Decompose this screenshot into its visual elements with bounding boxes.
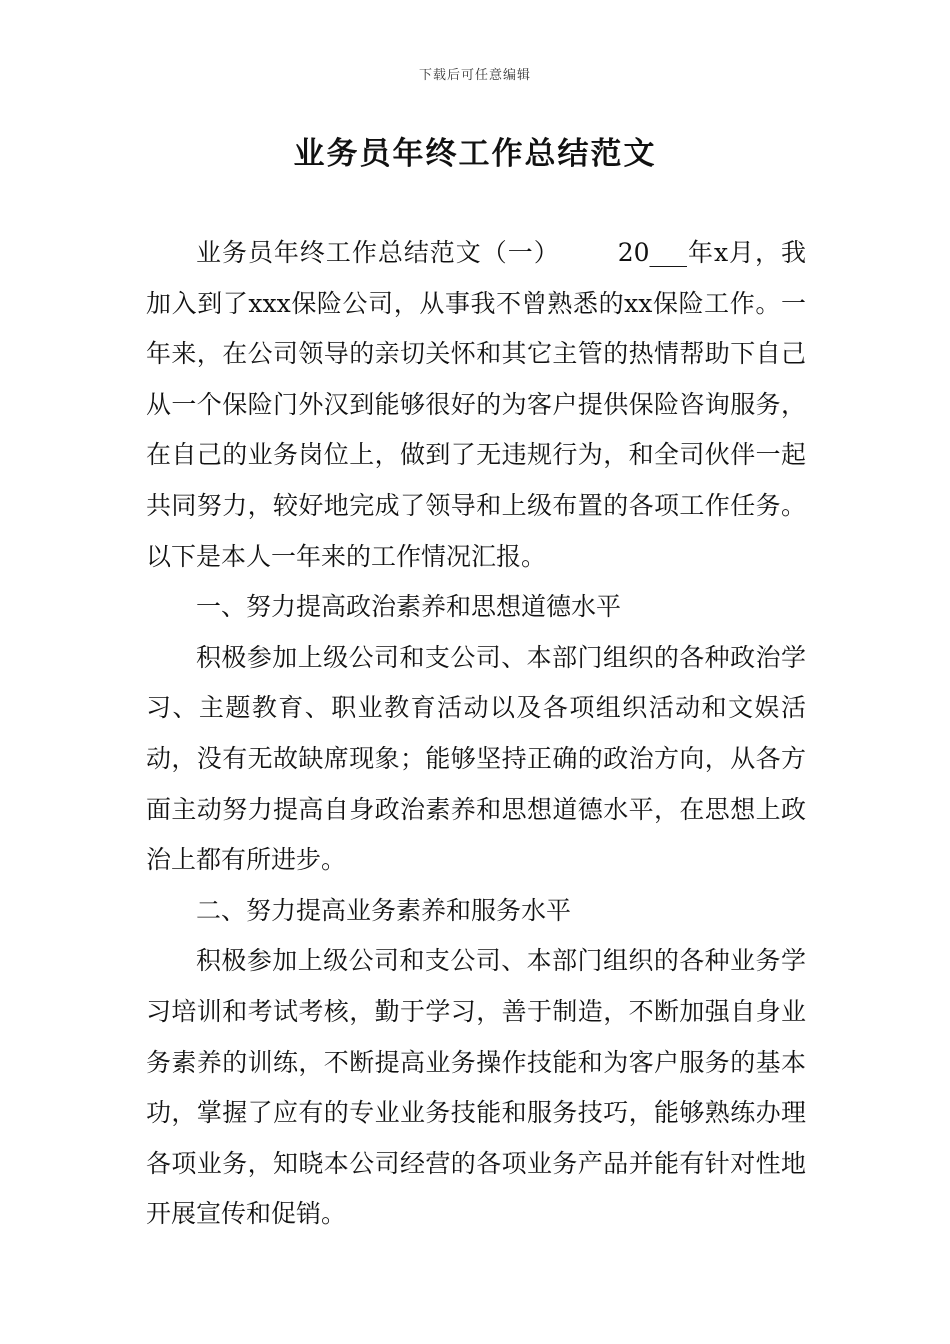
document-body (146, 228, 806, 1240)
document-title: 业务员年终工作总结范文 (293, 136, 657, 172)
header-note: 下载后可任意编辑 (418, 68, 531, 83)
intro-paragraph (146, 228, 806, 582)
intro-subtitle: 业务员年终工作总结范文（一） (196, 238, 560, 267)
section-paragraph: 积极参加上级公司和支公司、本部门组织的各种业务学习培训和考试考核，勤于学习，善于制造，不断加强自身业务素养的训练，不断提高业务操作技能和为客户服务的基本功，掌握了应有的专业业务技能和服务技巧，能够熟练办理各项业务，知晓本公司经营的各项业务产品并能有针对性地开展宣传和促销。 (146, 946, 806, 1229)
section-heading: 一、努力提高政治素养和思想道德水平 (196, 592, 622, 622)
section-heading: 二、努力提高业务素养和服务水平 (196, 895, 572, 925)
intro-text: 20___年x月，我加入到了xxx保险公司，从事我不曾熟悉的xx保险工作。一年来，在公司领导的亲切关怀和其它主管的热情帮助下自己从一个保险门外汉到能够很好的为客户提供保险咨询服务，在自己的业务岗位上，做到了无违规行为，和全司伙伴一起共同努力，较好地完成了领导和上级布置的各项工作任务。以下是本人一年来的工作情况汇报。 (146, 238, 806, 571)
section-paragraph: 积极参加上级公司和支公司、本部门组织的各种政治学习、主题教育、职业教育活动以及各项组织活动和文娱活动，没有无故缺席现象；能够坚持正确的政治方向，从各方面主动努力提高自身政治素养和思想道德水平，在思想上政治上都有所进步。 (146, 642, 806, 875)
